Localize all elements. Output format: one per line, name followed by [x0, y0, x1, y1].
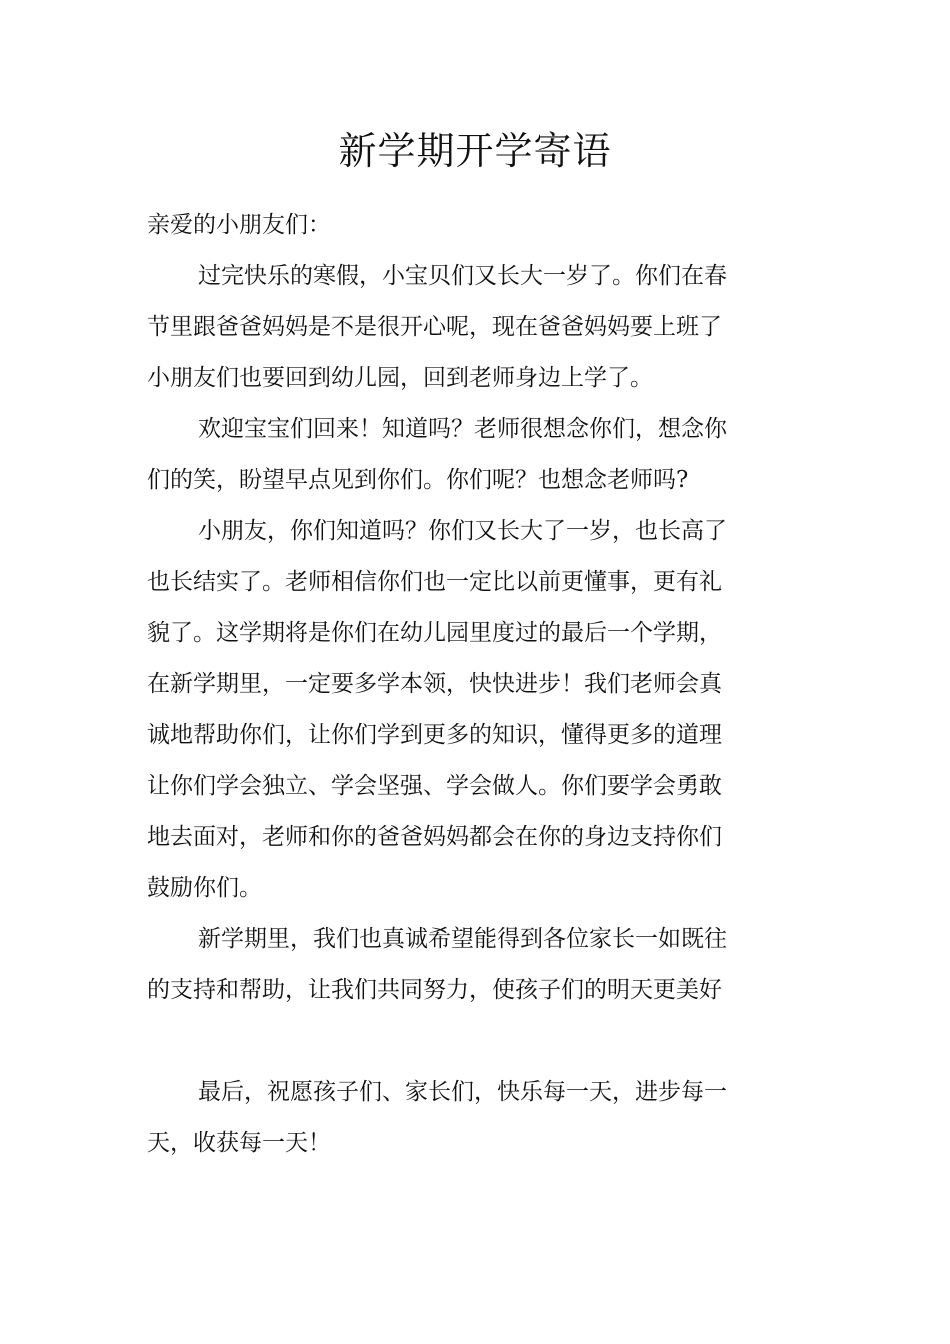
paragraph-3-line-6: 让你们学会独立、学会坚强、学会做人。你们要学会勇敢 [147, 773, 722, 799]
paragraph-1-line-1: 过完快乐的寒假，小宝贝们又长大一岁了。你们在春 [198, 263, 727, 289]
paragraph-5-line-2: 天，收获每一天！ [147, 1130, 331, 1156]
paragraph-3-line-5: 诚地帮助你们，让你们学到更多的知识，懂得更多的道理 [147, 722, 722, 748]
paragraph-3-line-4: 在新学期里，一定要多学本领，快快进步！我们老师会真 [147, 671, 722, 697]
paragraph-1-line-3: 小朋友们也要回到幼儿园，回到老师身边上学了。 [147, 365, 653, 391]
paragraph-3-line-8: 鼓励你们。 [147, 875, 262, 901]
paragraph-5-line-1: 最后，祝愿孩子们、家长们，快乐每一天，进步每一 [198, 1079, 727, 1105]
paragraph-3-line-7: 地去面对，老师和你的爸爸妈妈都会在你的身边支持你们 [147, 824, 722, 850]
blank-line [147, 1016, 807, 1067]
greeting-line: 亲爱的小朋友们： [147, 212, 331, 238]
paragraph-3-line-3: 貌了。这学期将是你们在幼儿园里度过的最后一个学期， [147, 620, 722, 646]
paragraph-4-line-1: 新学期里，我们也真诚希望能得到各位家长一如既往 [198, 926, 727, 952]
document-body [147, 200, 807, 1169]
paragraph-1-line-2: 节里跟爸爸妈妈是不是很开心呢，现在爸爸妈妈要上班了 [147, 314, 722, 340]
paragraph-3-line-2: 也长结实了。老师相信你们也一定比以前更懂事，更有礼 [147, 569, 722, 595]
paragraph-3-line-1: 小朋友，你们知道吗？你们又长大了一岁，也长高了 [198, 518, 727, 544]
paragraph-4-line-2: 的支持和帮助，让我们共同努力，使孩子们的明天更美好 [147, 977, 722, 1003]
paragraph-2-line-2: 们的笑，盼望早点见到你们。你们呢？也想念老师吗? [147, 467, 689, 493]
document-title: 新学期开学寄语 [338, 129, 612, 173]
paragraph-2-line-1: 欢迎宝宝们回来！知道吗？老师很想念你们，想念你 [198, 416, 727, 442]
